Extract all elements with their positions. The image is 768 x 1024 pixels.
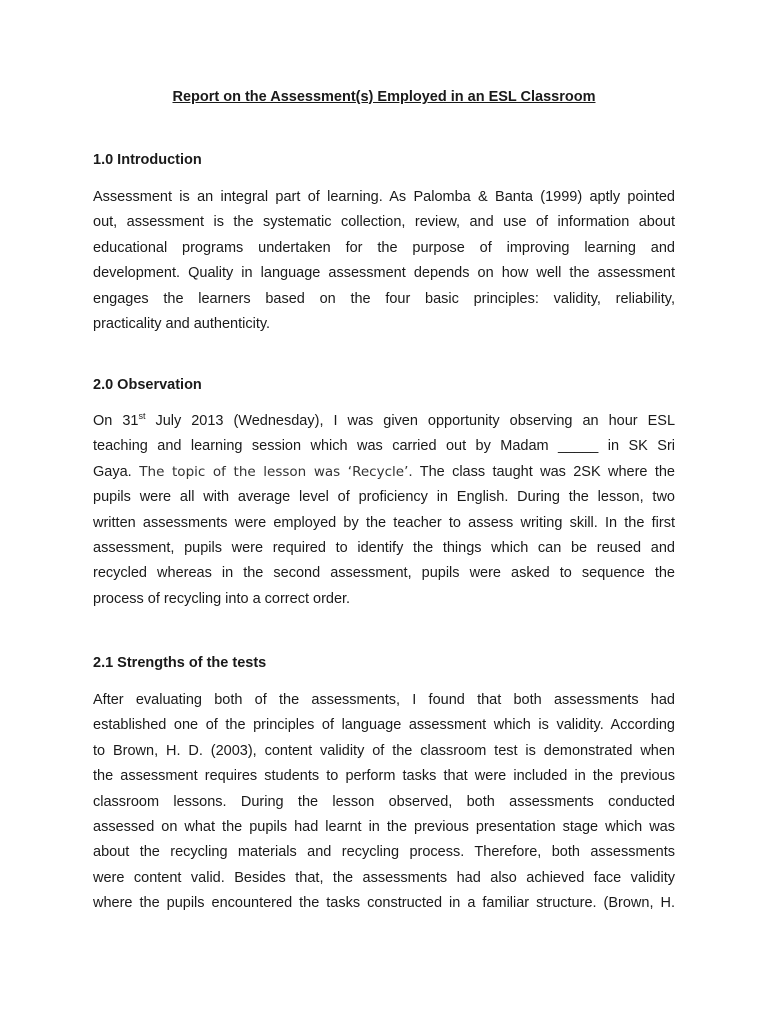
line-text: July 2013 (Wednesday), I was given opportunity observing an hour ESL: [145, 413, 676, 429]
paragraph-line: where the pupils encountered the tasks constructed in a familiar structure. (Brown, H.: [93, 895, 675, 912]
paragraph-line: to Brown, H. D. (2003), content validity of the classroom test is demonstrated when: [93, 742, 675, 759]
lesson-topic-text: The topic of the lesson was ‘Recycle’.: [131, 463, 413, 480]
ordinal-suffix: st: [138, 411, 146, 421]
paragraph-line: were content valid. Besides that, the assessments had also achieved face validity: [93, 869, 675, 886]
paragraph-line: assessed on what the pupils had learnt in the previous presentation stage which was: [93, 818, 675, 835]
line-text: The class taught was 2SK where the: [412, 463, 675, 480]
paragraph-line: written assessments were employed by the teacher to assess writing skill. In the first: [93, 514, 675, 531]
paragraph-line: pupils were all with average level of proficiency in English. During the lesson, two: [93, 489, 675, 506]
line-text: Gaya.: [93, 463, 132, 480]
intro-paragraph: [93, 185, 675, 337]
paragraph-line: Assessment is an integral part of learning. As Palomba & Banta (1999) aptly pointed: [93, 189, 675, 205]
paragraph-line: [93, 460, 675, 485]
paragraph-line: classroom lessons. During the lesson observed, both assessments conducted: [93, 793, 675, 810]
paragraph-line: process of recycling into a correct order.: [93, 590, 351, 607]
paragraph-line: recycled whereas in the second assessment, pupils were asked to sequence the: [93, 565, 675, 582]
paragraph-line: teaching and learning session which was carried out by Madam _____ in SK Sri: [93, 438, 675, 455]
paragraph-line: educational programs undertaken for the purpose of improving learning and: [93, 239, 675, 256]
intro-heading: 1.0 Introduction: [93, 152, 202, 168]
paragraph-line: [93, 409, 675, 434]
paragraph-line: practicality and authenticity.: [93, 315, 271, 332]
observation-heading: 2.0 Observation: [93, 377, 202, 393]
strengths-paragraph: [93, 688, 675, 917]
paragraph-line: development. Quality in language assessment depends on how well the assessment: [93, 265, 675, 282]
paragraph-line: out, assessment is the systematic collection, review, and use of information about: [93, 214, 675, 231]
paragraph-line: established one of the principles of language assessment which is validity. According: [93, 717, 675, 734]
strengths-heading: 2.1 Strengths of the tests: [93, 655, 267, 671]
observation-paragraph: [93, 409, 675, 612]
date-text: On 31: [93, 413, 139, 429]
paragraph-line: After evaluating both of the assessments, I found that both assessments had: [93, 692, 675, 708]
paragraph-line: assessment, pupils were required to identify the things which can be reused and: [93, 539, 675, 556]
paragraph-line: engages the learners based on the four basic principles: validity, reliability,: [93, 290, 675, 307]
document-title: Report on the Assessment(s) Employed in an ESL Classroom: [172, 89, 596, 105]
paragraph-line: the assessment requires students to perform tasks that were included in the previous: [93, 768, 675, 785]
paragraph-line: about the recycling materials and recycling process. Therefore, both assessments: [93, 844, 675, 861]
